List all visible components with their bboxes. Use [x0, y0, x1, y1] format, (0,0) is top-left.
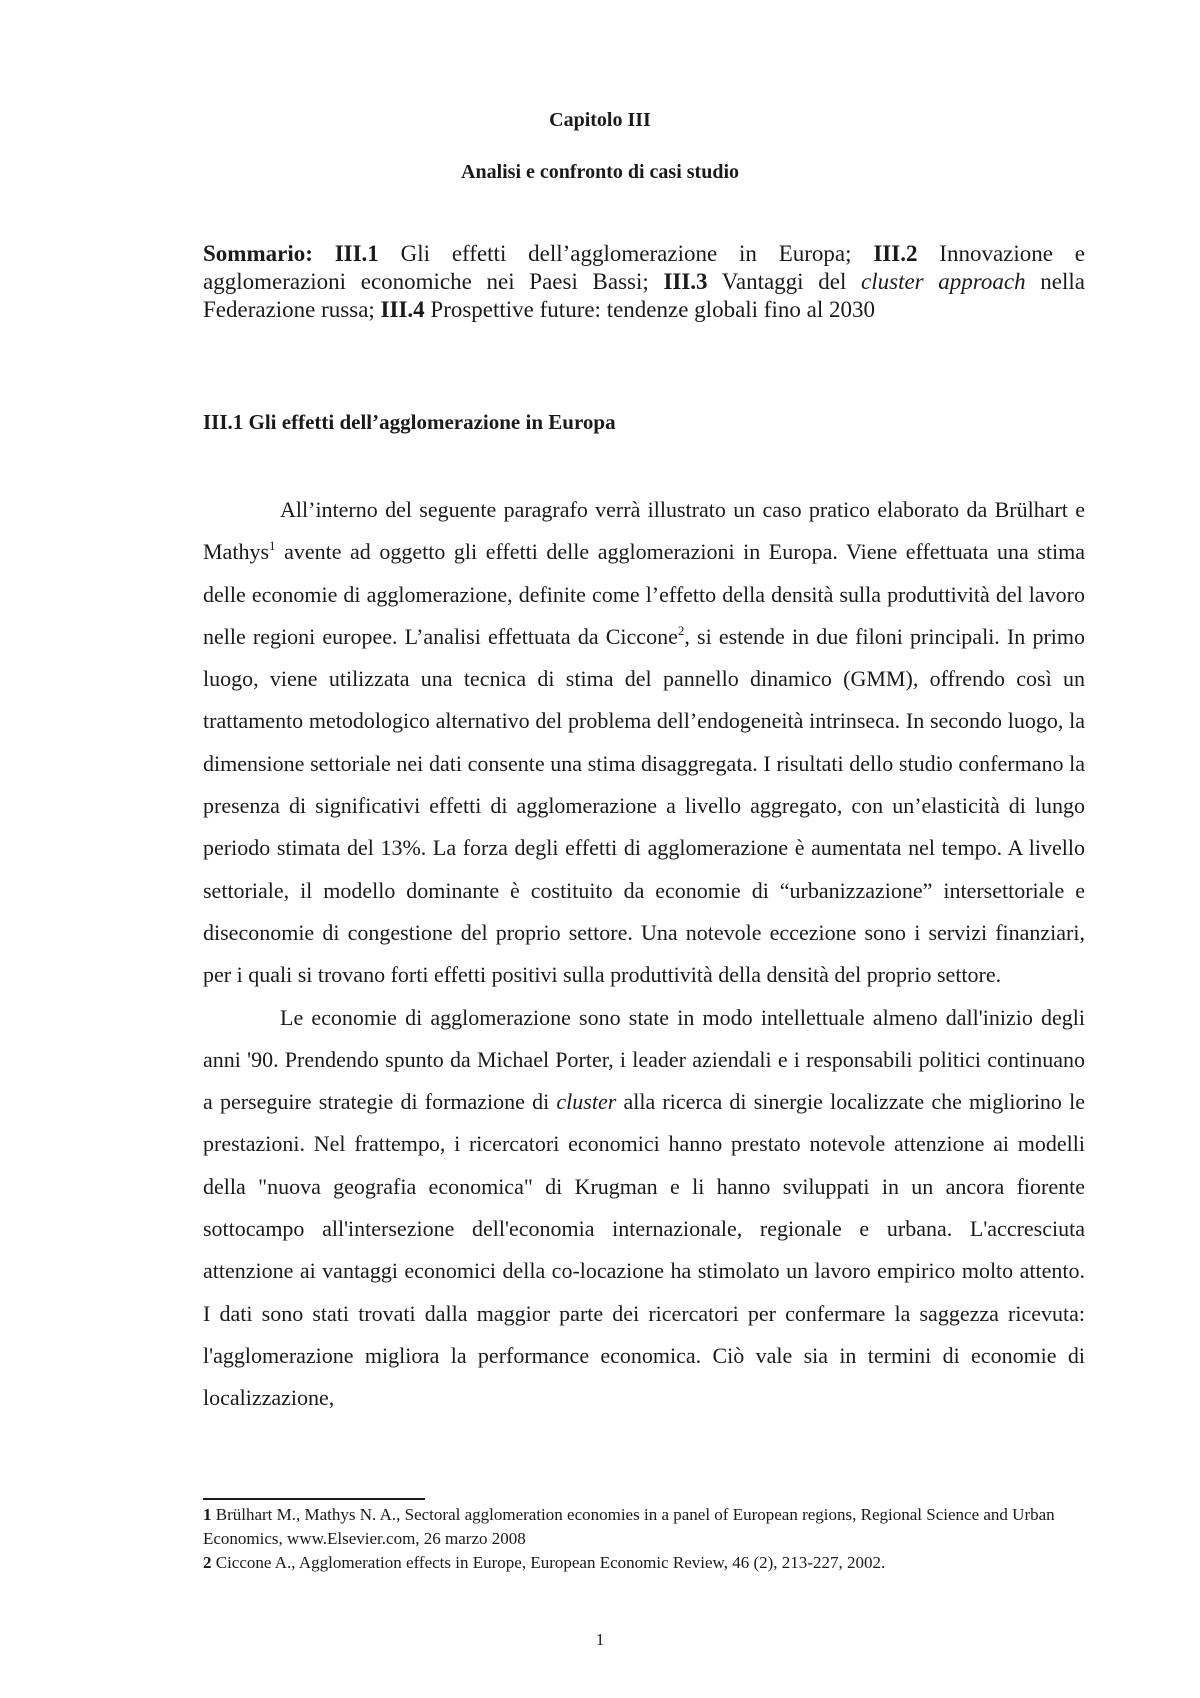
footnote	[203, 1503, 1085, 1551]
footnote	[203, 1551, 1085, 1575]
paragraph	[203, 489, 1085, 997]
summary-item-text: nella Federazione russa;	[203, 269, 1086, 322]
footnote-separator	[203, 1498, 425, 1500]
footnote-number: 2	[203, 1553, 212, 1572]
body-text	[203, 489, 1085, 1420]
summary-label: Sommario:	[203, 241, 313, 266]
summary-item-text: Prospettive future: tendenze globali fino al 2030	[424, 297, 875, 322]
chapter-subtitle: Analisi e confronto di casi studio	[461, 161, 739, 183]
summary-item-text: Gli effetti dell’agglomerazione in Europa;	[378, 241, 874, 266]
footnote-ref: 2	[677, 622, 685, 638]
summary-item-text: Vantaggi del	[707, 269, 862, 294]
paragraph-text: alla ricerca di sinergie localizzate che migliorino le prestazioni. Nel frattempo, i ricercatori economici hanno prestato notevole attenzione ai modelli della "nuova geografia economica" di Krugman e li hanno sviluppati in un ancora fiorente sottocampo all'intersezione dell'economia internazionale, regionale e urbana. L'accresciuta attenzione ai vantaggi economici della co-locazione ha stimolato un lavoro empirico molto attento. I dati sono stati trovati dalla maggior parte dei ricercatori per confermare la saggezza ricevuta: l'agglomerazione migliora la performance economica. Ciò vale sia in termini di economie di localizzazione,	[203, 1089, 1085, 1411]
section-heading: III.1 Gli effetti dell’agglomerazione in Europa	[203, 410, 616, 434]
summary-item-italic: cluster approach	[861, 269, 1026, 294]
footnote-number: 1	[203, 1505, 212, 1524]
summary-item-code: III.3	[663, 269, 708, 294]
summary-item-code: III.4	[380, 297, 425, 322]
footnotes	[203, 1503, 1085, 1575]
footnote-text: Ciccone A., Agglomeration effects in Europe, European Economic Review, 46 (2), 213-227, 2002.	[211, 1553, 886, 1572]
paragraph-text: Le economie di agglomerazione sono state in modo intellettuale almeno dall'inizio degli anni '90. Prendendo spunto da Michael Porter, i leader aziendali e i responsabili politici continuano a perseguire strategie di formazione di	[203, 1004, 1085, 1115]
footnote-text: Brülhart M., Mathys N. A., Sectoral agglomeration economies in a panel of European regions, Regional Science and Urban Economics, www.Elsevier.com, 26 marzo 2008	[203, 1505, 1055, 1548]
page-number: 1	[595, 1630, 605, 1649]
paragraph	[203, 997, 1085, 1420]
summary-item-text: Innovazione e agglomerazioni economiche nei Paesi Bassi;	[203, 241, 1085, 294]
paragraph-italic: cluster	[556, 1089, 617, 1115]
footnote-ref: 1	[269, 538, 276, 554]
summary-item-code: III.2	[873, 241, 918, 266]
paragraph-text: All’interno del seguente paragrafo verrà illustrato un caso pratico elaborato da Brülhart e Mathys	[203, 497, 1085, 565]
summary-item-code: III.1	[334, 241, 379, 266]
chapter-title: Capitolo III	[549, 109, 651, 131]
chapter-summary	[203, 240, 1085, 324]
paragraph-text: , si estende in due filoni principali. In primo luogo, viene utilizzata una tecnica di stima del pannello dinamico (GMM), offrendo così un trattamento metodologico alternativo del problema dell’endogeneità intrinseca. In secondo luogo, la dimensione settoriale nei dati consente una stima disaggregata. I risultati dello studio confermano la presenza di significativi effetti di agglomerazione a livello aggregato, con un’elasticità di lungo periodo stimata del 13%. La forza degli effetti di agglomerazione è aumentata nel tempo. A livello settoriale, il modello dominante è costituito da economie di “urbanizzazione” intersettoriale e diseconomie di congestione del proprio settore. Una notevole eccezione sono i servizi finanziari, per i quali si trovano forti effetti positivi sulla produttività della densità del proprio settore.	[203, 623, 1086, 988]
paragraph-text: avente ad oggetto gli effetti delle agglomerazioni in Europa. Viene effettuata una stima delle economie di agglomerazione, definite come l’effetto della densità sulla produttività del lavoro nelle regioni europee. L’analisi effettuata da Ciccone	[203, 539, 1085, 649]
